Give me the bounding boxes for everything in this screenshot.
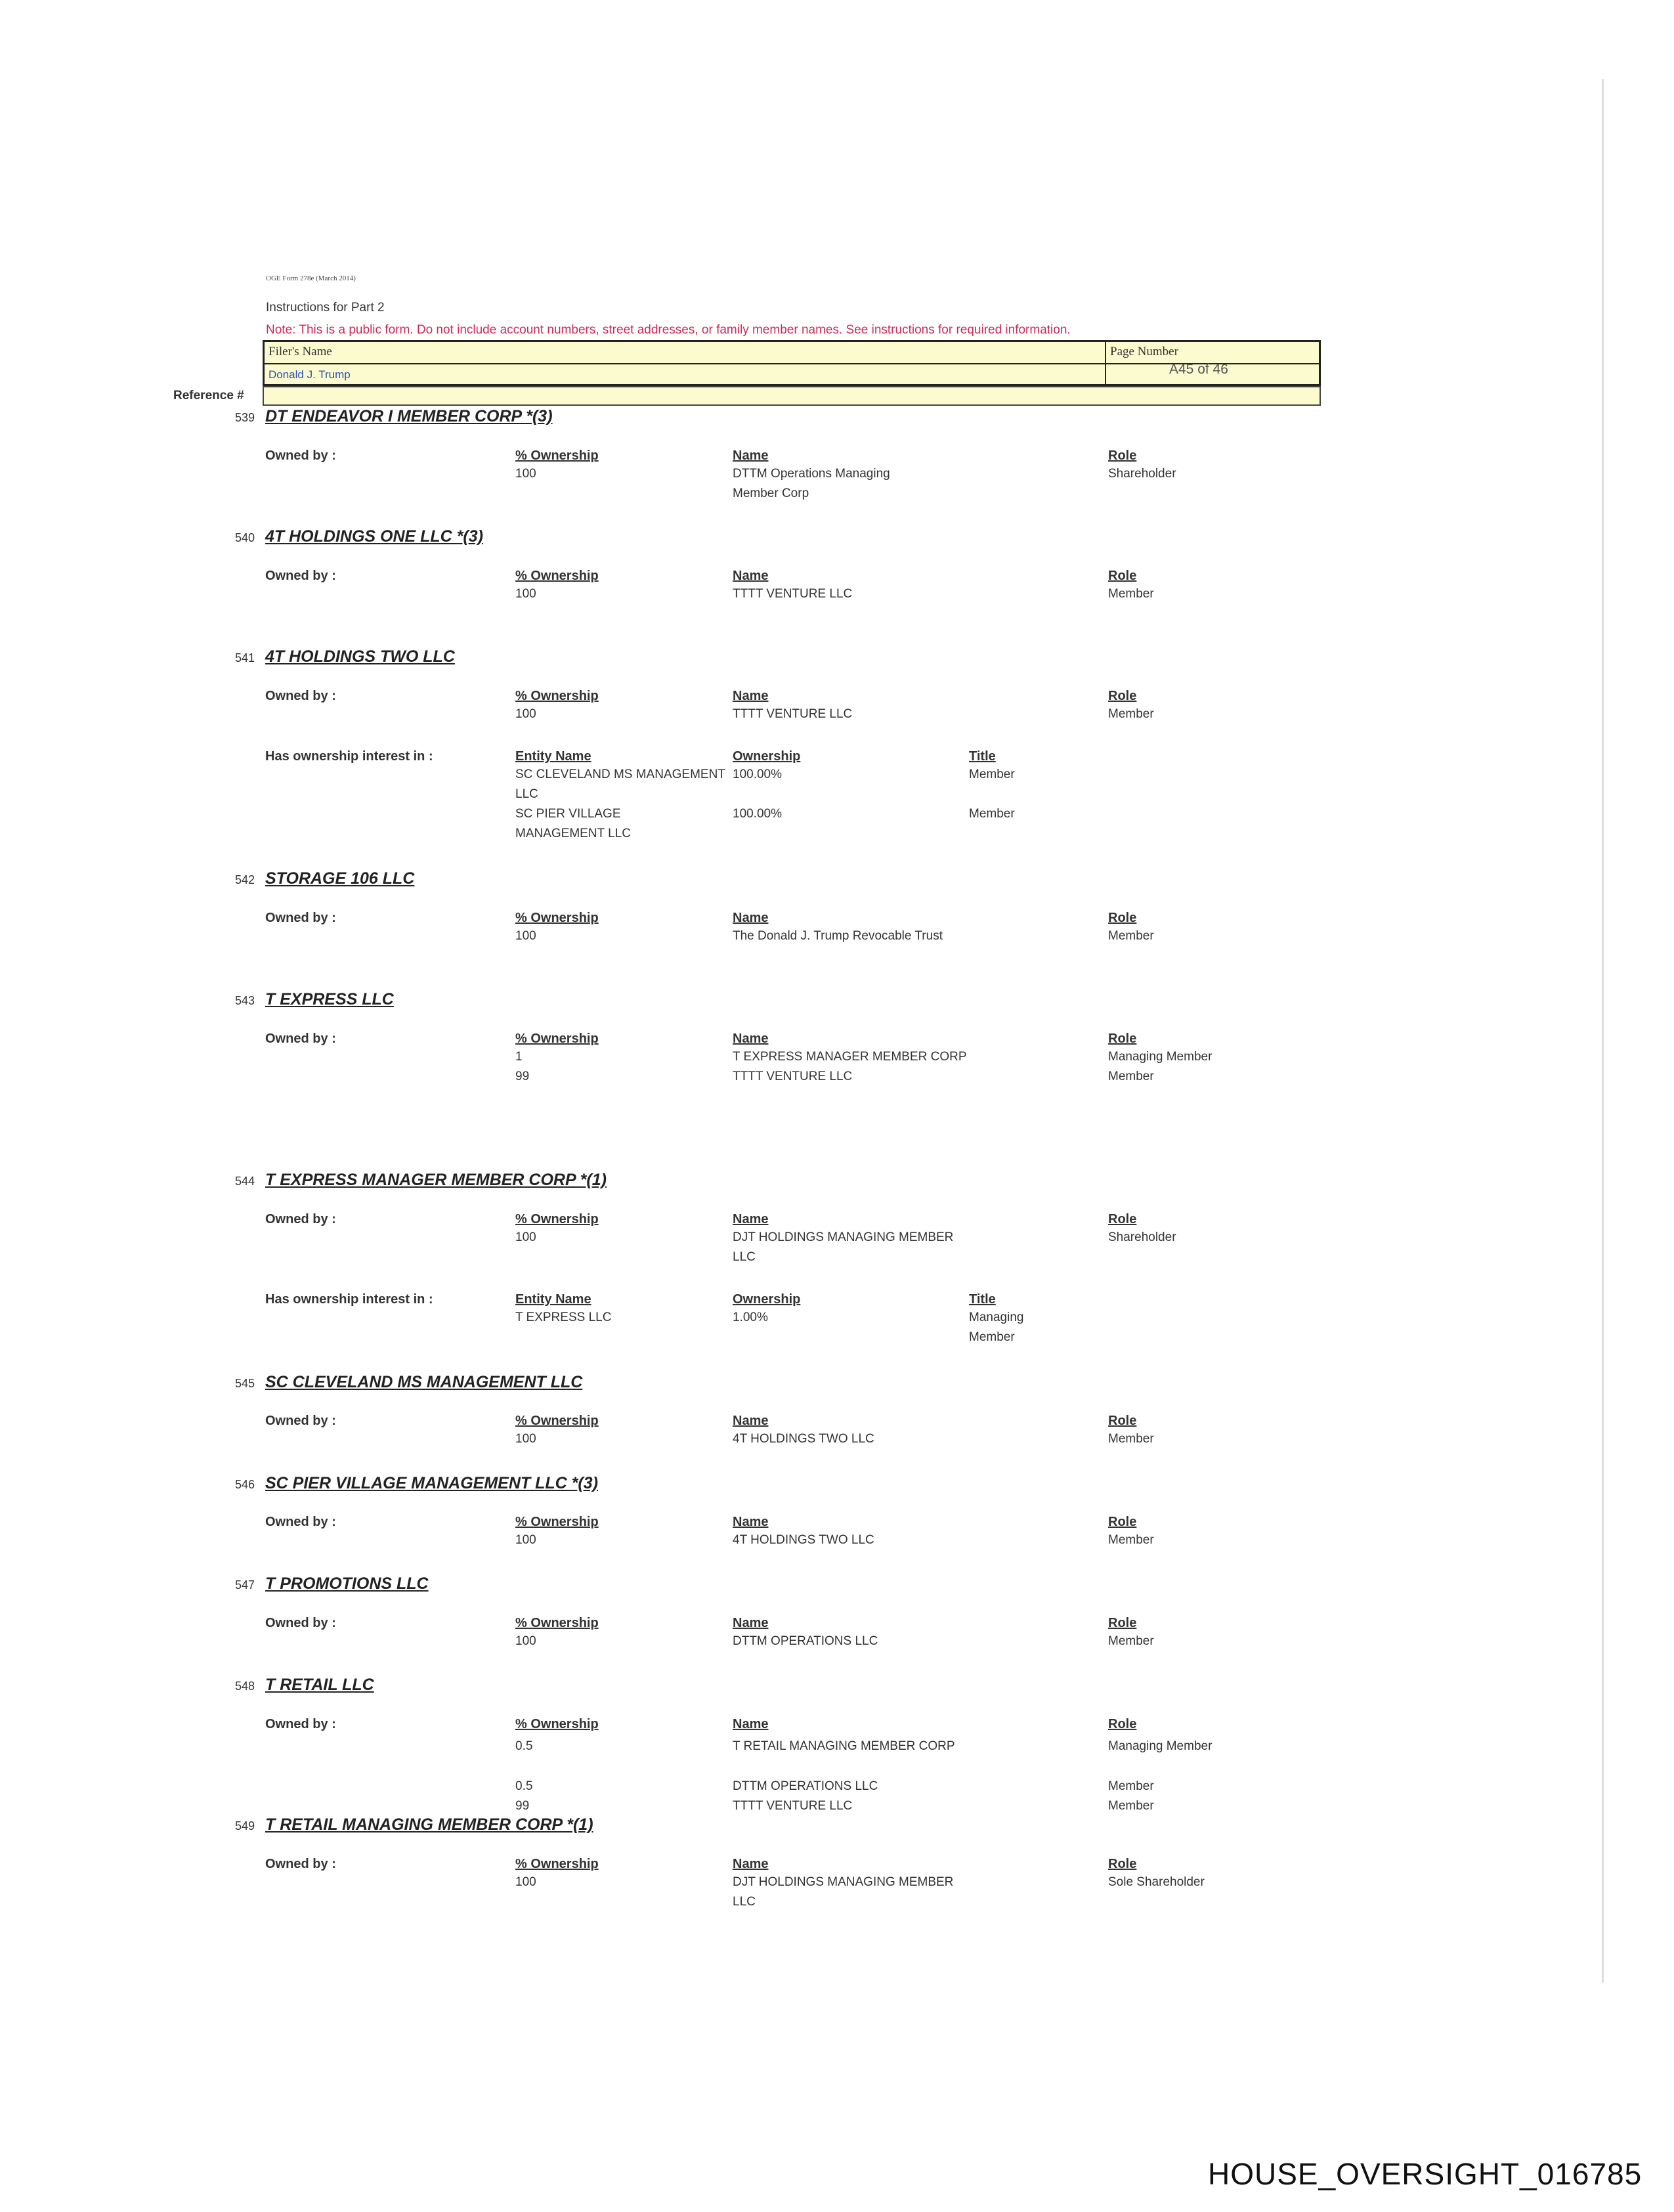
filer-name-value: Donald J. Trump [268, 368, 351, 381]
interest-entity: SC PIER VILLAGE MANAGEMENT LLC [515, 807, 631, 840]
owner-name: DTTM OPERATIONS LLC [733, 1779, 878, 1793]
owned-by-label: Owned by : [265, 1857, 336, 1871]
owner-pct: 0.5 [515, 1779, 533, 1793]
form-id: OGE Form 278e (March 2014) [266, 274, 356, 282]
pct-ownership-header: % Ownership [515, 1031, 599, 1046]
owner-pct: 100 [515, 1230, 536, 1244]
entry-title: T RETAIL LLC [265, 1676, 374, 1694]
bates-number: HOUSE_OVERSIGHT_016785 [1208, 2157, 1642, 2191]
role-header: Role [1108, 569, 1137, 583]
role-header: Role [1108, 1857, 1137, 1871]
name-header: Name [733, 448, 769, 463]
owner-name: 4T HOLDINGS TWO LLC [733, 1533, 874, 1547]
pct-ownership-header: % Ownership [515, 1717, 599, 1731]
name-header: Name [733, 1031, 769, 1046]
owner-role: Member [1108, 1779, 1154, 1793]
role-header: Role [1108, 689, 1137, 703]
interest-ownership: 100.00% [733, 768, 783, 781]
interest-entity: SC CLEVELAND MS MANAGEMENT LLC [515, 768, 725, 801]
owner-name: DJT HOLDINGS MANAGING MEMBER LLC [733, 1230, 954, 1264]
owner-pct: 100 [515, 587, 536, 601]
owner-pct: 100 [515, 707, 536, 721]
owned-by-label: Owned by : [265, 569, 336, 583]
name-header: Name [733, 569, 769, 583]
interest-title: Member [969, 768, 1015, 781]
entry-number: 545 [235, 1377, 255, 1390]
interest-ownership: 100.00% [733, 807, 783, 821]
filer-name-label: Filer's Name [268, 345, 332, 358]
interest-ownership: 1.00% [733, 1311, 768, 1324]
role-header: Role [1108, 911, 1137, 925]
owner-role: Shareholder [1108, 1230, 1176, 1244]
owner-pct: 100 [515, 1634, 536, 1648]
interest-title: Member [969, 807, 1015, 821]
page-number-label: Page Number [1110, 345, 1178, 358]
name-header: Name [733, 689, 769, 703]
owned-by-label: Owned by : [265, 448, 336, 463]
entry-title: 4T HOLDINGS ONE LLC *(3) [265, 527, 483, 546]
owner-pct: 100 [515, 929, 536, 943]
title-header: Title [969, 749, 996, 764]
pct-ownership-header: % Ownership [515, 1857, 599, 1871]
page-number-value: A45 of 46 [1169, 362, 1228, 377]
owned-by-label: Owned by : [265, 911, 336, 925]
pct-ownership-header: % Ownership [515, 1212, 599, 1226]
entry-number: 540 [235, 531, 255, 544]
owner-name: TTTT VENTURE LLC [733, 587, 853, 601]
owner-role: Member [1108, 929, 1154, 943]
pct-ownership-header: % Ownership [515, 569, 599, 583]
reference-bar [263, 386, 1321, 406]
owner-role: Managing Member [1108, 1739, 1213, 1753]
entry-title: T RETAIL MANAGING MEMBER CORP *(1) [265, 1815, 593, 1834]
has-interest-label: Has ownership interest in : [265, 749, 433, 764]
pct-ownership-header: % Ownership [515, 1616, 599, 1630]
owned-by-label: Owned by : [265, 1717, 336, 1731]
owner-role: Member [1108, 1070, 1154, 1083]
interest-title: Managing Member [969, 1311, 1024, 1344]
entry-title: 4T HOLDINGS TWO LLC [265, 647, 455, 666]
entry-number: 539 [235, 411, 255, 424]
entry-title: DT ENDEAVOR I MEMBER CORP *(3) [265, 407, 553, 425]
name-header: Name [733, 911, 769, 925]
entry-number: 543 [235, 994, 255, 1007]
interest-entity: T EXPRESS LLC [515, 1311, 612, 1324]
title-header: Title [969, 1292, 996, 1307]
owned-by-label: Owned by : [265, 1031, 336, 1046]
owner-pct: 100 [515, 467, 536, 481]
owner-role: Sole Shareholder [1108, 1875, 1205, 1889]
instructions-text: Instructions for Part 2 [266, 301, 385, 314]
entry-number: 549 [235, 1819, 255, 1832]
ownership-header: Ownership [733, 1292, 801, 1307]
owner-name: DTTM OPERATIONS LLC [733, 1634, 878, 1648]
owner-name: The Donald J. Trump Revocable Trust [733, 929, 943, 943]
name-header: Name [733, 1857, 769, 1871]
owned-by-label: Owned by : [265, 1212, 336, 1226]
name-header: Name [733, 1515, 769, 1529]
owner-role: Member [1108, 1799, 1154, 1813]
name-header: Name [733, 1616, 769, 1630]
pct-ownership-header: % Ownership [515, 911, 599, 925]
name-header: Name [733, 1212, 769, 1226]
entry-number: 546 [235, 1478, 255, 1491]
owner-name: TTTT VENTURE LLC [733, 1070, 853, 1083]
owner-name: TTTT VENTURE LLC [733, 707, 853, 721]
entity-name-header: Entity Name [515, 1292, 591, 1307]
pct-ownership-header: % Ownership [515, 1414, 599, 1428]
owner-pct: 99 [515, 1070, 530, 1083]
owner-name: 4T HOLDINGS TWO LLC [733, 1432, 874, 1446]
owner-name: TTTT VENTURE LLC [733, 1799, 853, 1813]
owner-pct: 100 [515, 1533, 536, 1547]
owned-by-label: Owned by : [265, 1414, 336, 1428]
role-header: Role [1108, 1717, 1137, 1731]
name-header: Name [733, 1414, 769, 1428]
owned-by-label: Owned by : [265, 689, 336, 703]
entry-number: 547 [235, 1578, 255, 1592]
role-header: Role [1108, 1616, 1137, 1630]
role-header: Role [1108, 1515, 1137, 1529]
owner-pct: 99 [515, 1799, 530, 1813]
header-box [263, 340, 1321, 386]
note-text: Note: This is a public form. Do not include account numbers, street addresses, or family member names. See instructions for required information. [266, 323, 1071, 337]
entry-title: T PROMOTIONS LLC [265, 1574, 429, 1593]
owner-name: T RETAIL MANAGING MEMBER CORP [733, 1739, 955, 1753]
owner-role: Member [1108, 707, 1154, 721]
owner-name: DTTM Operations Managing Member Corp [733, 467, 890, 500]
owner-role: Shareholder [1108, 467, 1176, 481]
entity-name-header: Entity Name [515, 749, 591, 764]
role-header: Role [1108, 1414, 1137, 1428]
scan-edge [1602, 79, 1604, 1983]
entry-number: 548 [235, 1680, 255, 1693]
pct-ownership-header: % Ownership [515, 448, 599, 463]
pct-ownership-header: % Ownership [515, 689, 599, 703]
entry-title: SC CLEVELAND MS MANAGEMENT LLC [265, 1373, 583, 1391]
entry-number: 544 [235, 1175, 255, 1188]
header-divider-v [1105, 342, 1106, 384]
pct-ownership-header: % Ownership [515, 1515, 599, 1529]
owner-pct: 1 [515, 1050, 523, 1064]
owner-role: Managing Member [1108, 1050, 1213, 1064]
header-divider-h [265, 363, 1319, 364]
owner-name: DJT HOLDINGS MANAGING MEMBER LLC [733, 1875, 954, 1909]
owner-pct: 100 [515, 1875, 536, 1889]
role-header: Role [1108, 1031, 1137, 1046]
entry-title: T EXPRESS MANAGER MEMBER CORP *(1) [265, 1171, 607, 1189]
owner-pct: 100 [515, 1432, 536, 1446]
entry-number: 542 [235, 873, 255, 886]
name-header: Name [733, 1717, 769, 1731]
has-interest-label: Has ownership interest in : [265, 1292, 433, 1307]
role-header: Role [1108, 448, 1137, 463]
reference-label: Reference # [173, 389, 244, 402]
owner-role: Member [1108, 587, 1154, 601]
owner-pct: 0.5 [515, 1739, 533, 1753]
owner-role: Member [1108, 1533, 1154, 1547]
ownership-header: Ownership [733, 749, 801, 764]
owned-by-label: Owned by : [265, 1616, 336, 1630]
owner-role: Member [1108, 1432, 1154, 1446]
role-header: Role [1108, 1212, 1137, 1226]
entry-title: SC PIER VILLAGE MANAGEMENT LLC *(3) [265, 1474, 598, 1492]
entry-title: STORAGE 106 LLC [265, 869, 415, 888]
entry-title: T EXPRESS LLC [265, 990, 394, 1008]
owned-by-label: Owned by : [265, 1515, 336, 1529]
owner-role: Member [1108, 1634, 1154, 1648]
owner-name: T EXPRESS MANAGER MEMBER CORP [733, 1050, 967, 1064]
entry-number: 541 [235, 651, 255, 664]
